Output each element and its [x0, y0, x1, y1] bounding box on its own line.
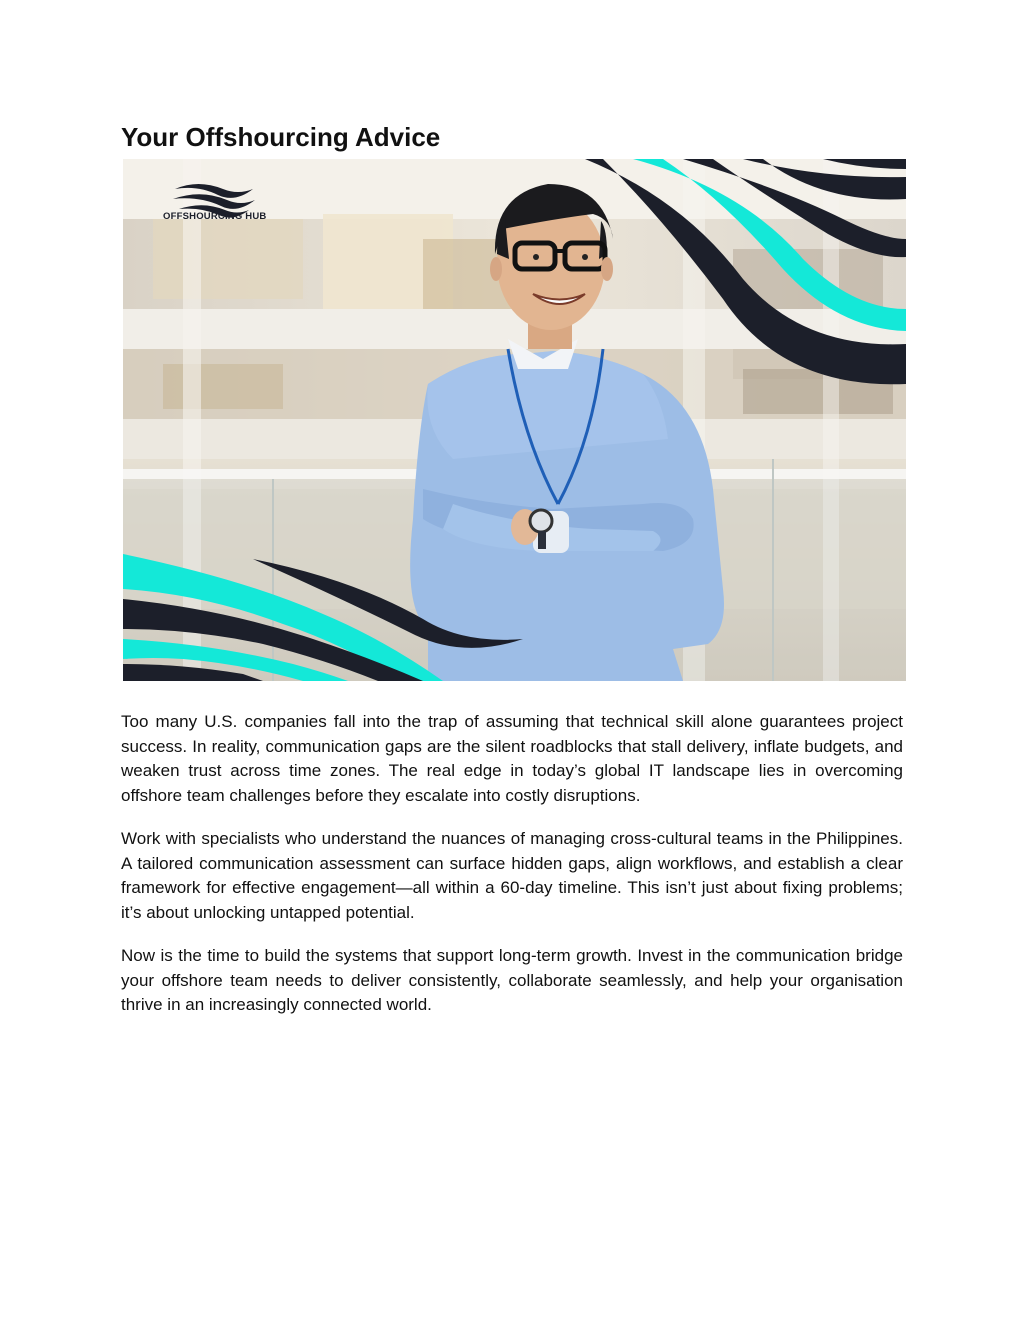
body-text: [121, 710, 903, 1037]
hero-image: [123, 159, 906, 681]
document-title: Your Offshourcing Advice: [121, 122, 441, 152]
paragraph-3: Now is the time to build the systems that support long-term growth. Invest in the communication bridge your offshore team needs to deliver consistently, collaborate seamlessly, and help your organisation thrive in an increasingly connected world.: [121, 946, 903, 1014]
brand-name: OFFSHOURCING HUB: [163, 211, 267, 222]
paragraph-1: Too many U.S. companies fall into the trap of assuming that technical skill alone guarantees project success. In reality, communication gaps are the silent roadblocks that stall delivery, inflate budgets, and weaken trust across time zones. The real edge in today’s global IT landscape lies in overcoming offshore team challenges before they escalate into costly disruptions.: [121, 712, 903, 805]
paragraph-2: Work with specialists who understand the nuances of managing cross-cultural teams in the Philippines. A tailored communication assessment can surface hidden gaps, align workflows, and establish a clear framework for effective engagement—all within a 60-day timeline. This isn’t just about fixing problems; it’s about unlocking untapped potential.: [121, 829, 903, 922]
